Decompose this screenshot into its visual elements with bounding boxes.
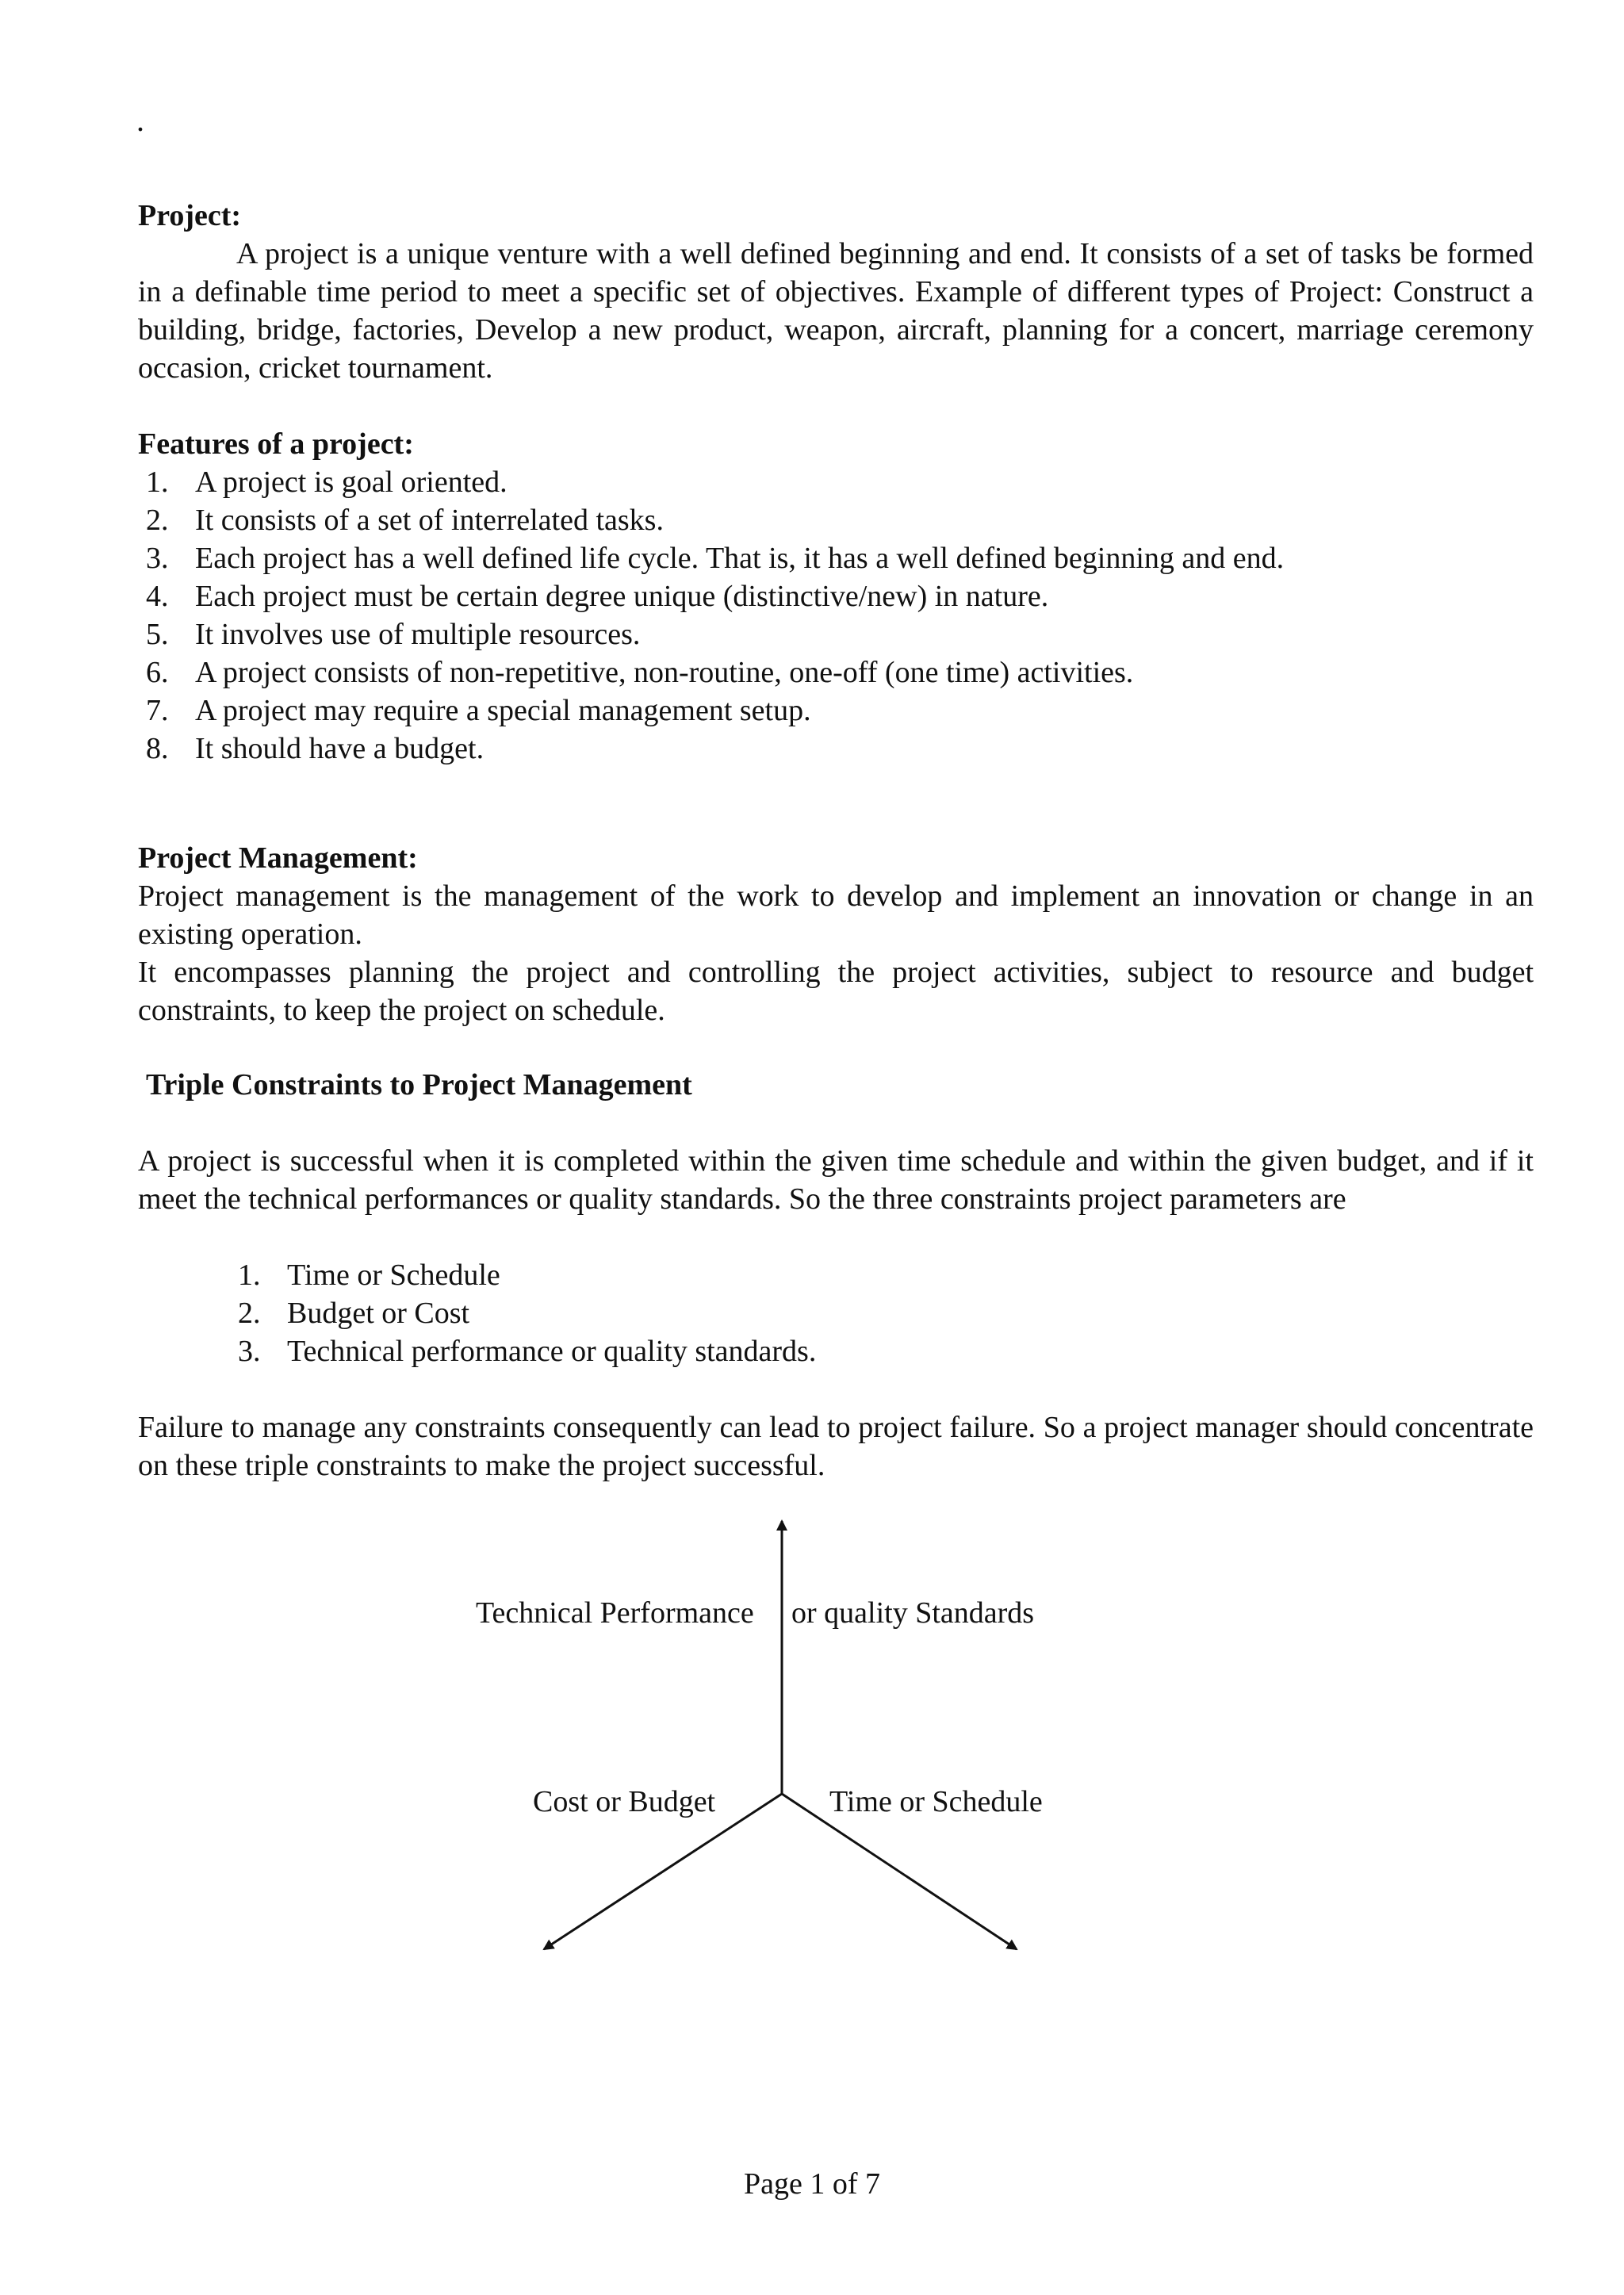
list-item-text: Each project has a well defined life cycle. That is, it has a well defined beginning and end. — [195, 542, 1285, 575]
triple-constraints-heading: Triple Constraints to Project Management — [146, 1068, 692, 1102]
features-heading: Features of a project: — [138, 427, 414, 461]
list-item-text: Budget or Cost — [287, 1297, 470, 1330]
list-item-number: 3. — [238, 1335, 261, 1368]
triple-constraints-intro: A project is successful when it is completed within the given time schedule and within the given budget, and if it meet the technical performances or quality standards. So the three constraints project parameters are — [138, 1144, 1534, 1216]
list-item-text: It consists of a set of interrelated tasks. — [195, 504, 664, 537]
list-item-number: 8. — [146, 732, 169, 765]
list-item-text: It involves use of multiple resources. — [195, 618, 641, 651]
list-item-number: 1. — [238, 1259, 261, 1292]
list-item-text: Time or Schedule — [287, 1259, 500, 1292]
project-heading: Project: — [138, 199, 242, 232]
list-item-text: Technical performance or quality standards. — [287, 1335, 817, 1368]
list-item-number: 3. — [146, 542, 169, 575]
leading-mark: . — [136, 102, 144, 138]
project-management-definition: Project management is the management of the work to develop and implement an innovation or change in an existing operation. — [138, 879, 1534, 951]
project-definition: A project is a unique venture with a well defined beginning and end. It consists of a set of tasks be formed in a definable time period to meet a specific set of objectives. Example of different types of Project: Construct a building, bridge, factories, Develop a new product, weapon, aircraft, planning for a concert, marriage ceremony occasion, cricket tournament. — [138, 237, 1534, 385]
list-item-text: A project is goal oriented. — [195, 466, 508, 499]
triple-constraints-closing: Failure to manage any constraints consequently can lead to project failure. So a project manager should concentrate on these triple constraints to make the project successful. — [138, 1411, 1534, 1482]
project-management-scope: It encompasses planning the project and controlling the project activities, subject to resource and budget constraints, to keep the project on schedule. — [138, 956, 1534, 1027]
list-item-number: 2. — [146, 504, 169, 537]
list-item-number: 4. — [146, 580, 169, 613]
page-number: Page 1 of 7 — [743, 2167, 881, 2201]
list-item-text: A project may require a special management setup. — [195, 694, 811, 727]
list-item-number: 7. — [146, 694, 169, 727]
project-management-heading: Project Management: — [138, 841, 418, 875]
list-item-number: 1. — [146, 466, 169, 499]
diagram-label-technical-performance: Technical Performance — [476, 1596, 754, 1630]
diagram-label-cost-budget: Cost or Budget — [533, 1785, 716, 1818]
diagram-label-quality-standards: or quality Standards — [791, 1596, 1035, 1630]
diagram-label-time-schedule: Time or Schedule — [829, 1785, 1043, 1818]
list-item-text: A project consists of non-repetitive, non-routine, one-off (one time) activities. — [195, 656, 1134, 689]
list-item-number: 5. — [146, 618, 169, 651]
list-item-number: 6. — [146, 656, 169, 689]
list-item-text: Each project must be certain degree unique (distinctive/new) in nature. — [195, 580, 1049, 613]
list-item-number: 2. — [238, 1297, 261, 1330]
list-item-text: It should have a budget. — [195, 732, 485, 765]
